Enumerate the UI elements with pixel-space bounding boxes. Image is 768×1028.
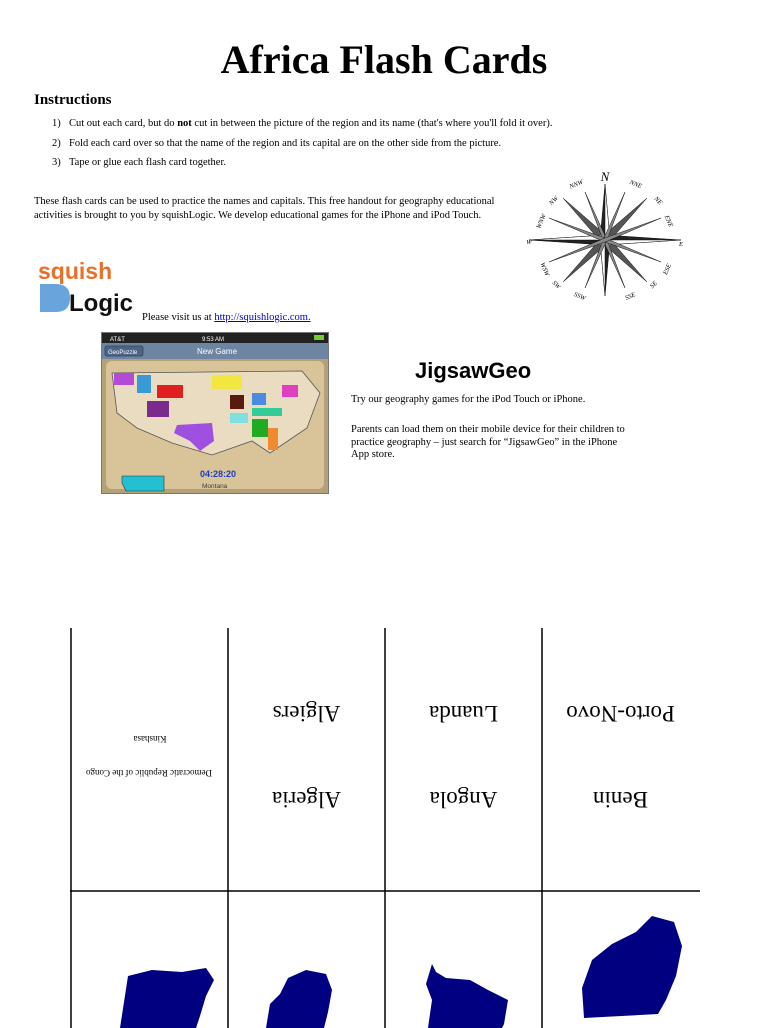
current-state-label: Montana: [202, 483, 228, 490]
instruction-text: cut in between the picture of the region and its name (that's where you'll fold it over).: [191, 118, 553, 129]
intro-paragraph: These flash cards can be used to practice the names and capitals. This free handout for geography educational activities is brought to you by squishLogic. We develop educational games for the iPhone and iPod Touch.: [34, 196, 495, 221]
compass-rose-icon: [523, 170, 683, 305]
instruction-item: [34, 116, 552, 136]
compass-w: W: [526, 239, 532, 246]
logo-logic-text: Logic: [69, 290, 133, 317]
instruction-item: [34, 155, 552, 175]
compass-ene: ENE: [662, 214, 675, 229]
instructions-heading: Instructions: [34, 92, 112, 108]
card-country: Democratic Republic of the Congo: [86, 768, 212, 778]
compass-wnw: WNW: [535, 213, 548, 230]
page-title: Africa Flash Cards: [220, 37, 548, 82]
compass-n: N: [600, 170, 610, 184]
instruction-item: [34, 136, 552, 156]
carrier-label: AT&T: [110, 337, 125, 343]
compass-wsw: WSW: [538, 261, 551, 278]
squishlogic-logo: [36, 254, 136, 320]
instruction-text: Fold each card over so that the name of the region and its capital are on the other side from the picture.: [69, 137, 502, 149]
congo-map-shape: [120, 968, 214, 1028]
instructions-list: [34, 116, 552, 175]
compass-ssw: SSW: [572, 291, 587, 303]
jigsawgeo-title: JigsawGeo: [415, 358, 532, 383]
compass-ne: NE: [652, 195, 664, 207]
geopuzzle-button-label: GeoPuzzle: [108, 350, 138, 356]
logo-squish-text: squish: [38, 258, 113, 284]
jigsawgeo-tagline: Try our geography games for the iPod Touch or iPhone.: [351, 394, 586, 405]
compass-nw: NW: [548, 195, 560, 207]
battery-icon: [314, 335, 324, 340]
compass-e: E: [679, 241, 683, 248]
angola-map-shape: [426, 964, 508, 1028]
instruction-text: Tape or glue each flash card together.: [69, 157, 226, 168]
card-capital: Algiers: [272, 701, 341, 726]
card-grid-lines: [70, 628, 700, 1028]
card-capital: Kinshasa: [133, 734, 167, 744]
instruction-number: 2): [52, 137, 61, 149]
algeria-map-shape: [266, 970, 332, 1028]
jigsawgeo-description: Parents can load them on their mobile device for their children to practice geography – just search for “JigsawGeo” in the iPhone App store.: [351, 424, 625, 460]
card-country: Benin: [593, 787, 648, 812]
game-timer: 04:28:20: [200, 469, 237, 479]
card-country: Angola: [429, 787, 498, 812]
card-capital: Luanda: [429, 701, 498, 726]
clock-label: 9:53 AM: [202, 337, 225, 343]
visit-text: Please visit us at: [142, 312, 215, 323]
app-screenshot-art: [102, 333, 328, 493]
compass-ese: ESE: [662, 262, 674, 276]
card-country: Algeria: [272, 787, 341, 812]
compass-sw: SW: [550, 279, 562, 291]
compass-nne: NNE: [628, 178, 643, 191]
instruction-emphasis: not: [177, 118, 192, 129]
instruction-number: 1): [52, 118, 61, 129]
app-screenshot: [101, 332, 329, 494]
compass-sse: SSE: [624, 291, 637, 302]
benin-map-shape: [582, 916, 682, 1018]
card-capital: Porto-Novo: [566, 701, 675, 726]
logo-d-shape: [40, 284, 70, 312]
compass-nnw: NNW: [568, 178, 585, 191]
instruction-text: Cut out each card, but do: [69, 118, 178, 129]
screen-title: New Game: [197, 347, 238, 356]
visit-line: [142, 312, 311, 323]
website-link[interactable]: http://squishlogic.com.: [214, 312, 311, 323]
puzzle-piece[interactable]: [122, 476, 164, 491]
flash-cards-grid: [70, 628, 700, 1028]
instruction-number: 3): [52, 157, 61, 168]
compass-se: SE: [648, 279, 659, 290]
